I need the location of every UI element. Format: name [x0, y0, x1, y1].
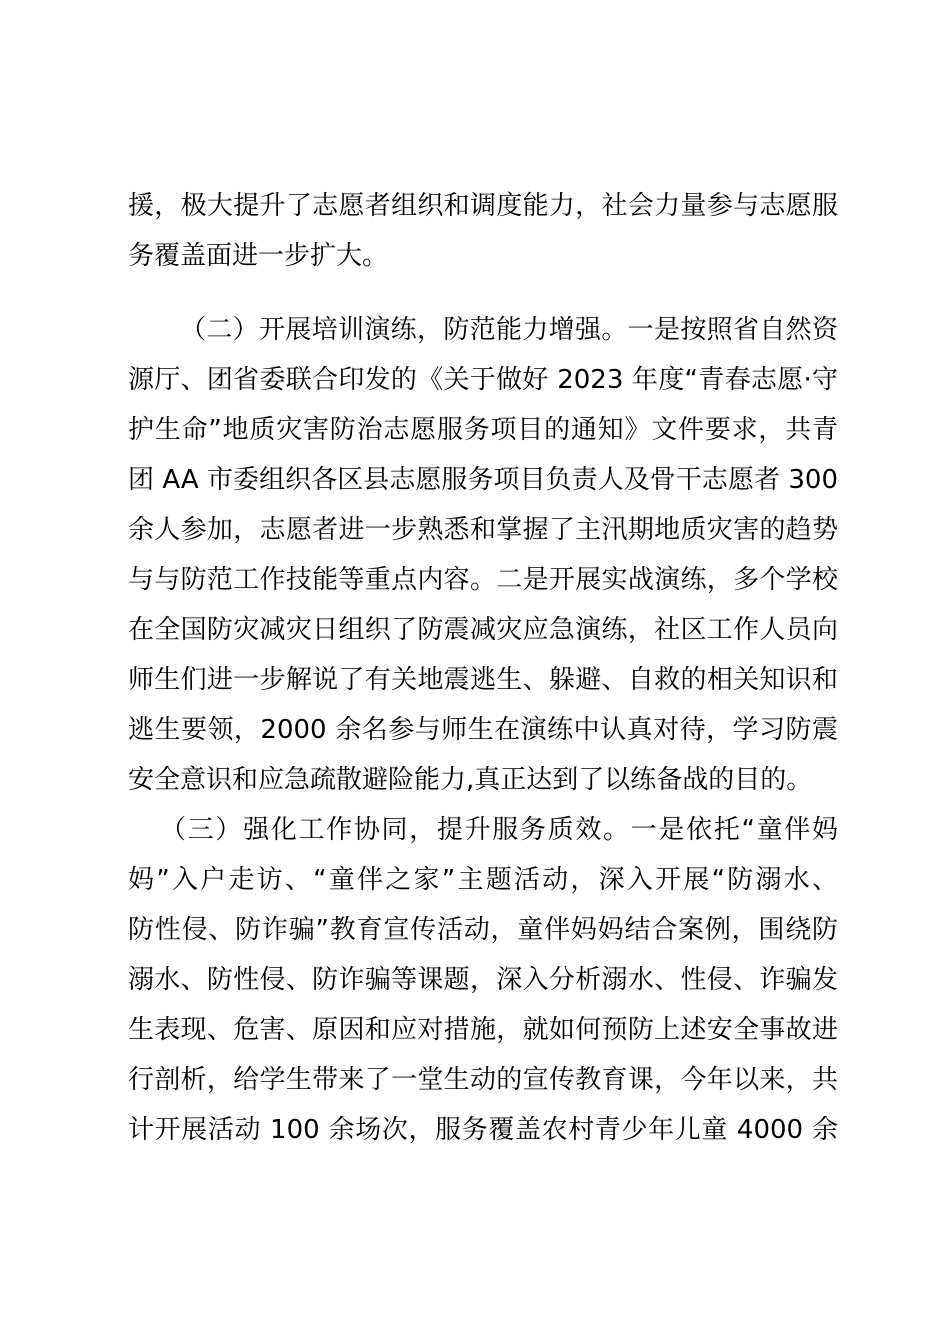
paragraph-2-line-2: 源厅、团省委联合印发的《关于做好 2023 年度“青春志愿·守: [128, 365, 838, 395]
paragraph-3-line-2: 妈”入户走访、“童伴之家”主题活动，深入开展“防溺水、: [128, 865, 838, 895]
paragraph-2-line-4: 团 AA 市委组织各区县志愿服务项目负责人及骨干志愿者 300: [128, 465, 838, 495]
paragraph-2-line-3: 护生命”地质灾害防治志愿服务项目的通知》文件要求，共青: [128, 415, 838, 445]
paragraph-3-line-6: 行剖析，给学生带来了一堂生动的宣传教育课，今年以来，共: [128, 1065, 838, 1095]
paragraph-3-line-3: 防性侵、防诈骗”教育宣传活动，童伴妈妈结合案例，围绕防: [128, 915, 838, 945]
paragraph-3-line-4: 溺水、防性侵、防诈骗等课题，深入分析溺水、性侵、诈骗发: [128, 965, 838, 995]
paragraph-1-line-2: 务覆盖面进一步扩大。: [128, 241, 389, 271]
paragraph-2-line-9: 逃生要领，2000 余名参与师生在演练中认真对待，学习防震: [128, 715, 838, 745]
paragraph-3-line-1: （三）强化工作协同，提升服务质效。一是依托“童伴妈: [160, 815, 838, 845]
paragraph-2-line-8: 师生们进一步解说了有关地震逃生、躲避、自救的相关知识和: [128, 665, 838, 695]
paragraph-2-line-7: 在全国防灾减灾日组织了防震减灾应急演练，社区工作人员向: [128, 615, 838, 645]
paragraph-1-line-1: 援，极大提升了志愿者组织和调度能力，社会力量参与志愿服: [128, 191, 838, 221]
paragraph-2-line-1: （二）开展培训演练，防范能力增强。一是按照省自然资: [180, 315, 838, 345]
paragraph-2-line-5: 余人参加，志愿者进一步熟悉和掌握了主汛期地质灾害的趋势: [128, 515, 838, 545]
paragraph-2-line-10: 安全意识和应急疏散避险能力,真正达到了以练备战的目的。: [128, 765, 813, 795]
paragraph-3-line-5: 生表现、危害、原因和应对措施，就如何预防上述安全事故进: [128, 1015, 838, 1045]
paragraph-3-line-7: 计开展活动 100 余场次，服务覆盖农村青少年儿童 4000 余: [128, 1115, 838, 1145]
paragraph-2-line-6: 与与防范工作技能等重点内容。二是开展实战演练，多个学校: [128, 565, 838, 595]
